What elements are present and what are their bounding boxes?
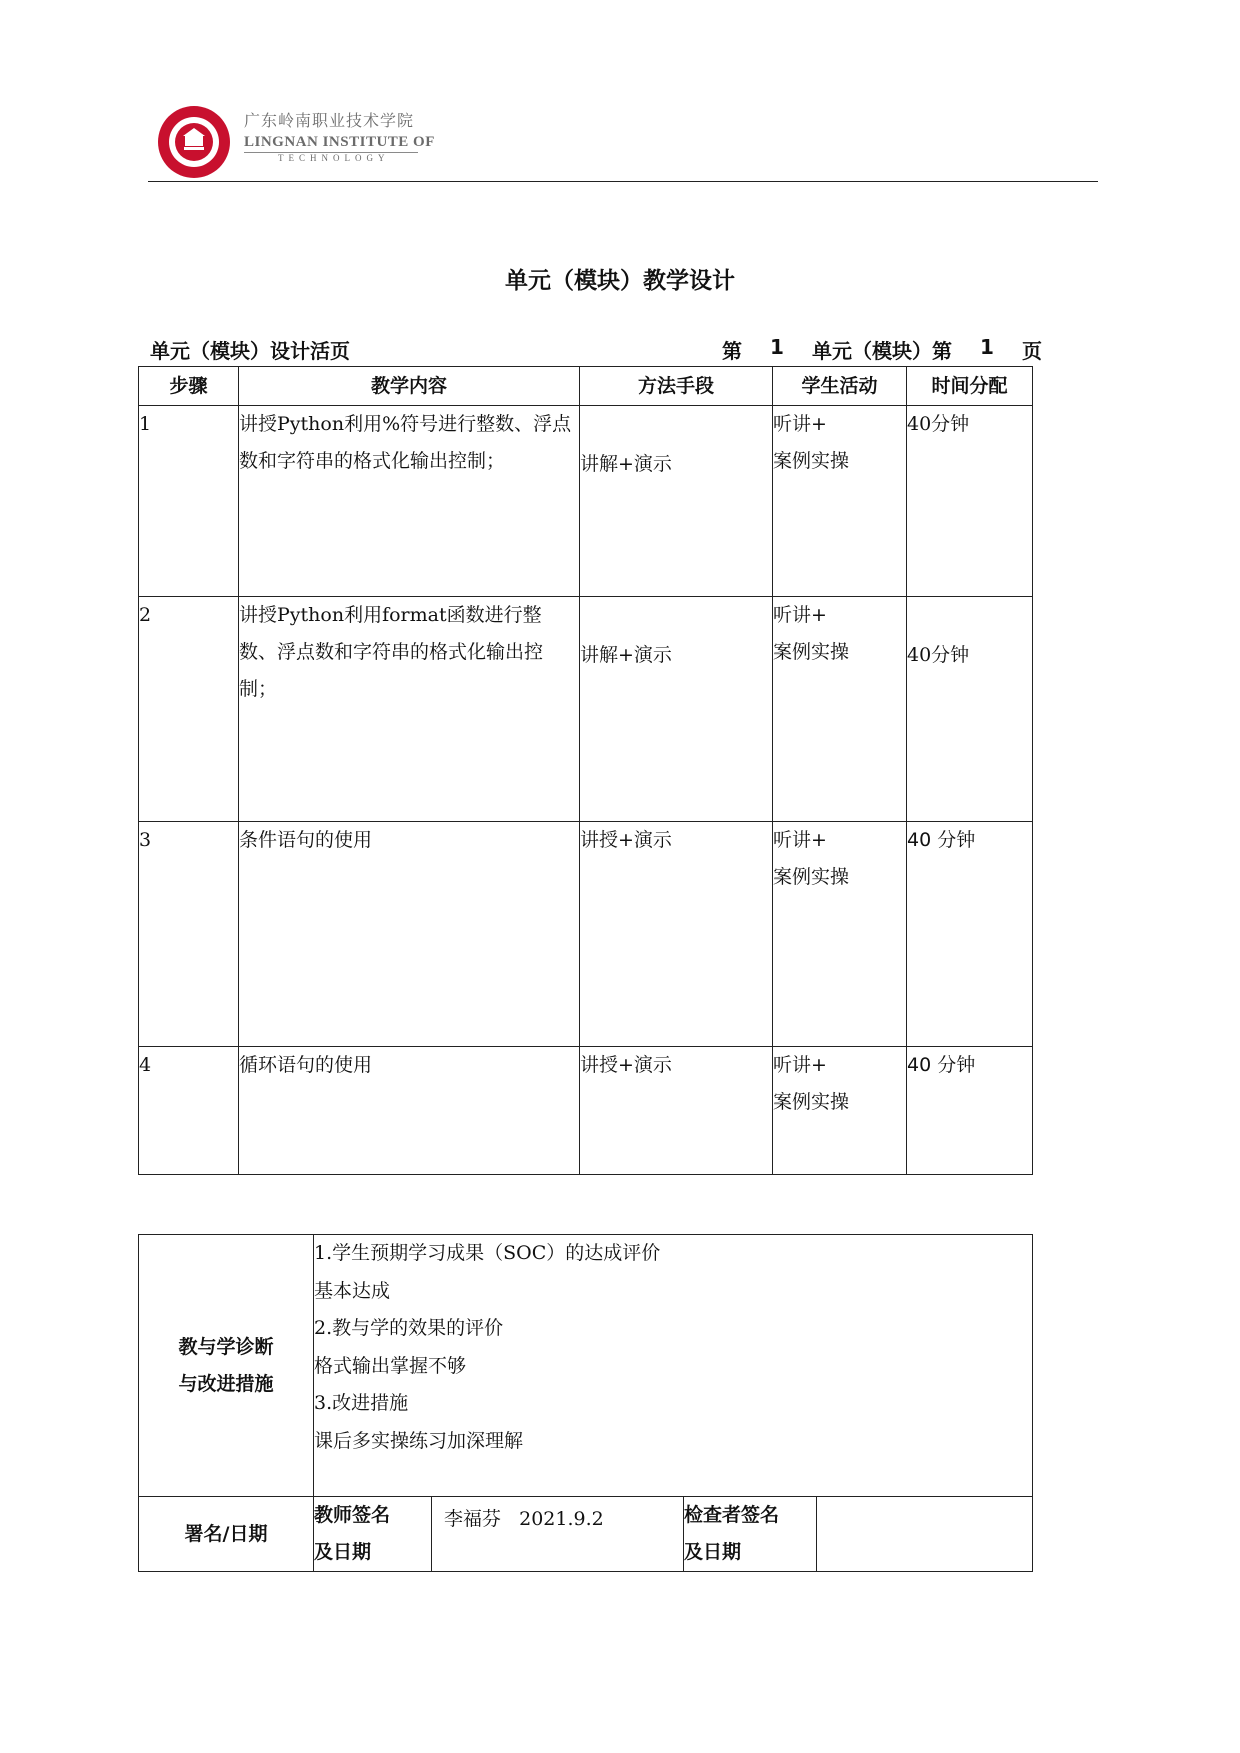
header-divider xyxy=(148,181,1098,182)
document-header xyxy=(148,96,1098,182)
teacher-sign-label-line: 及日期 xyxy=(314,1541,372,1563)
subheader-page-number: 1 xyxy=(980,335,994,359)
column-header-content: 教学内容 xyxy=(239,367,580,406)
evaluation-table xyxy=(138,1234,1033,1572)
activity-line: 听讲+ xyxy=(773,413,827,435)
diagnosis-line: 基本达成 xyxy=(314,1279,391,1302)
column-header-activity: 学生活动 xyxy=(773,367,907,406)
activity-line: 案例实操 xyxy=(773,450,850,472)
school-name-cn: 广东岭南职业技术学院 xyxy=(244,111,415,130)
time-cell: 40分钟 xyxy=(907,406,1033,597)
subheader-unit-label: 单元（模块）第 xyxy=(811,339,952,363)
content-cell: 讲授Python利用%符号进行整数、浮点数和字符串的格式化输出控制； xyxy=(239,406,580,597)
diagnosis-line: 1.学生预期学习成果（SOC）的达成评价 xyxy=(314,1242,661,1264)
checker-sign-label-line: 检查者签名 xyxy=(684,1504,780,1526)
method-cell: 讲授+演示 xyxy=(580,1047,773,1175)
diagnosis-line: 课后多实操练习加深理解 xyxy=(314,1429,524,1452)
activity-cell xyxy=(773,822,907,1047)
subheader-right xyxy=(722,335,1042,364)
activity-line: 案例实操 xyxy=(773,641,850,663)
activity-line: 听讲+ xyxy=(773,604,827,626)
lesson-table xyxy=(138,366,1033,1175)
table-row xyxy=(139,406,1033,597)
teacher-sign-label-line: 教师签名 xyxy=(314,1504,391,1526)
diagnosis-row xyxy=(139,1235,1033,1497)
checker-sign-label-line: 及日期 xyxy=(684,1541,742,1563)
activity-cell xyxy=(773,597,907,822)
school-logo-icon xyxy=(156,104,232,180)
signature-row xyxy=(139,1497,1033,1572)
subheader-unit-number: 1 xyxy=(770,335,784,359)
content-cell: 条件语句的使用 xyxy=(239,822,580,1047)
diagnosis-label-line: 与改进措施 xyxy=(178,1372,274,1395)
step-cell: 4 xyxy=(139,1047,239,1175)
activity-line: 案例实操 xyxy=(773,866,850,888)
school-name-en: LINGNAN INSTITUTE OF xyxy=(244,134,435,150)
step-cell: 3 xyxy=(139,822,239,1047)
table-row xyxy=(139,1047,1033,1175)
column-header-step: 步骤 xyxy=(139,367,239,406)
activity-cell xyxy=(773,1047,907,1175)
diagnosis-label-line: 教与学诊断 xyxy=(178,1335,274,1358)
table-row xyxy=(139,597,1033,822)
diagnosis-line: 3.改进措施 xyxy=(314,1392,409,1414)
step-cell: 1 xyxy=(139,406,239,597)
table-header-row xyxy=(139,367,1033,406)
column-header-time: 时间分配 xyxy=(907,367,1033,406)
signature-label: 署名/日期 xyxy=(139,1497,314,1572)
table-row xyxy=(139,822,1033,1047)
method-cell: 讲解+演示 xyxy=(580,406,773,597)
step-cell: 2 xyxy=(139,597,239,822)
diagnosis-label xyxy=(139,1235,314,1497)
subheader-word-di: 第 xyxy=(722,339,742,363)
checker-signature-value xyxy=(817,1497,1033,1572)
school-name xyxy=(244,108,435,163)
page-title: 单元（模块）教学设计 xyxy=(505,268,735,294)
method-cell: 讲授+演示 xyxy=(580,822,773,1047)
activity-cell xyxy=(773,406,907,597)
teacher-sign-label xyxy=(314,1497,432,1572)
time-cell: 40 分钟 xyxy=(907,1047,1033,1175)
school-name-en-2: TECHNOLOGY xyxy=(244,152,418,163)
diagnosis-line: 2.教与学的效果的评价 xyxy=(314,1317,504,1339)
teacher-signature-value: 李福芬 2021.9.2 xyxy=(432,1497,684,1572)
diagnosis-line: 格式输出掌握不够 xyxy=(314,1354,467,1377)
activity-line: 听讲+ xyxy=(773,1054,827,1076)
subheader-left: 单元（模块）设计活页 xyxy=(150,339,350,363)
column-header-method: 方法手段 xyxy=(580,367,773,406)
content-cell: 讲授Python利用format函数进行整数、浮点数和字符串的格式化输出控制； xyxy=(239,597,580,822)
subheader-word-ye: 页 xyxy=(1021,339,1042,363)
activity-line: 案例实操 xyxy=(773,1091,850,1113)
diagnosis-content xyxy=(314,1235,1033,1497)
checker-sign-label xyxy=(684,1497,817,1572)
method-cell: 讲解+演示 xyxy=(580,597,773,822)
time-cell: 40分钟 xyxy=(907,597,1033,822)
content-cell: 循环语句的使用 xyxy=(239,1047,580,1175)
time-cell: 40 分钟 xyxy=(907,822,1033,1047)
activity-line: 听讲+ xyxy=(773,829,827,851)
